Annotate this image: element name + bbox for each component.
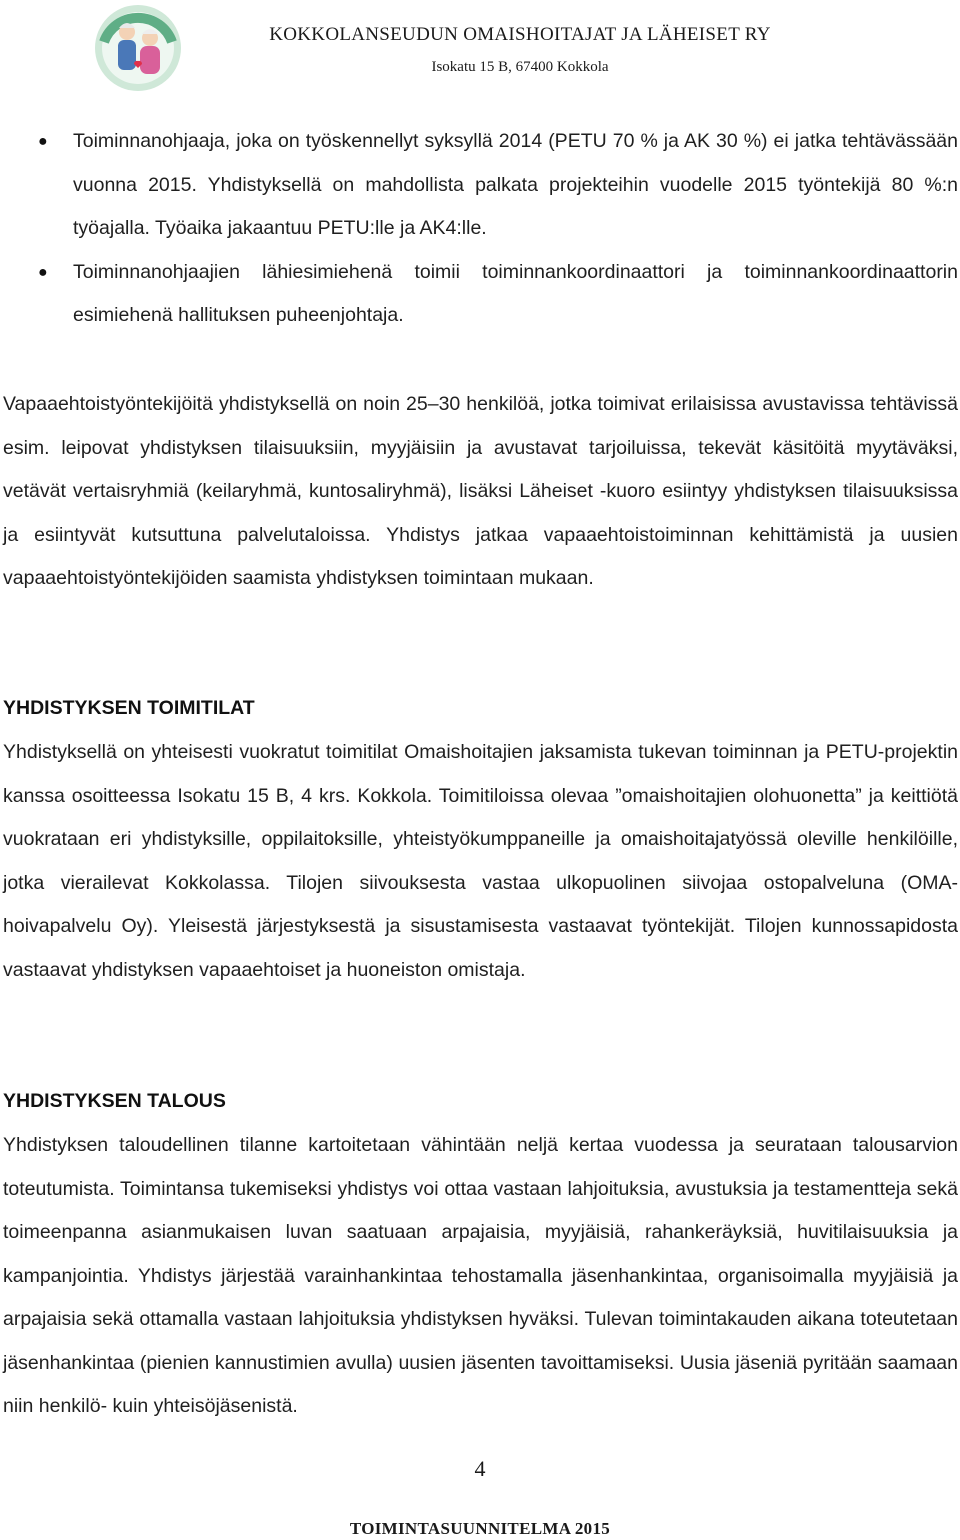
finance-heading: YHDISTYKSEN TALOUS — [3, 1090, 226, 1112]
footer-document-title: TOIMINTASUUNNITELMA 2015 — [349, 1519, 611, 1538]
list-item — [0, 251, 958, 338]
list-item — [0, 120, 958, 251]
bullet-icon: ● — [38, 263, 48, 281]
organization-name: KOKKOLANSEUDUN OMAISHOITAJAT JA LÄHEISET RY — [269, 24, 771, 45]
finance-paragraph: Yhdistyksen taloudellinen tilanne kartoitetaan vähintään neljä kertaa vuodessa ja seurataan talousarvion toteutumista. Toimintansa tukemiseksi yhdistys voi ottaa vastaan lahjoituksia, avustuksia ja testamentteja sekä toimeenpanna asianmukaisen luvan saatuaan arpajaisia, myyjäisiä, rahankeräyksiä, huvitilaisuuksia ja kampanjointia. Yhdistys järjestää varainhankintaa tehostamalla jäsenhankintaa, organisoimalla myyjäisiä ja arpajaisia sekä ottamalla vastaan lahjoituksia yhdistyksen hyväksi. Tulevan toimintakauden aikana toteutetaan jäsenhankintaa (pienien kannustimien avulla) uusien jäsenten tavoittamiseksi. Uusia jäseniä pyritään saamaan niin henkilö- kuin yhteisöjäsenistä. — [3, 1134, 958, 1417]
staff-bullet-list — [0, 120, 958, 338]
bullet-icon: ● — [38, 133, 48, 150]
association-logo — [94, 2, 182, 94]
page-header — [0, 0, 960, 100]
premises-heading: YHDISTYKSEN TOIMITILAT — [3, 697, 255, 719]
bullet-text: Toiminnanohjaaja, joka on työskennellyt syksyllä 2014 (PETU 70 % ja AK 30 %) ei jatka tehtävässään vuonna 2015. Yhdistyksellä on mahdollista palkata projekteihin vuodelle 2015 työntekijä 80 %:n työajalla. Työaika jakaantuu PETU:lle ja AK4:lle. — [73, 130, 958, 239]
premises-paragraph: Yhdistyksellä on yhteisesti vuokratut toimitilat Omaishoitajien jaksamista tukevan toiminnan ja PETU-projektin kanssa osoitteessa Isokatu 15 B, 4 krs. Kokkola. Toimitiloissa olevaa ”omaishoitajien olohuonetta” ja keittiötä vuokrataan eri yhdistyksille, oppilaitoksille, yhteistyökumppaneille ja omaishoitajatyössä oleville henkilöille, jotka vierailevat Kokkolassa. Tilojen siivouksesta vastaa ulkopuolinen siivojaa ostopalveluna (OMA-hoivapalvelu Oy). Yleisestä järjestyksestä ja sisustamisesta vastaavat työntekijät. Tilojen kunnossapidosta vastaavat yhdistyksen vapaaehtoiset ja huoneiston omistaja. — [3, 741, 958, 981]
organization-address: Isokatu 15 B, 67400 Kokkola — [431, 59, 609, 75]
association-logo-icon — [94, 2, 182, 94]
page-number: 4 — [474, 1456, 486, 1481]
bullet-text: Toiminnanohjaajien lähiesimiehenä toimii toiminnankoordinaattori ja toiminnankoordinaattorin esimiehenä hallituksen puheenjohtaja. — [73, 260, 958, 326]
volunteers-paragraph: Vapaaehtoistyöntekijöitä yhdistyksellä on noin 25–30 henkilöä, jotka toimivat erilaisissa avustavissa tehtävissä esim. leipovat yhdistyksen tilaisuuksiin, myyjäisiin ja avustavat tarjoiluissa, tekevät käsitöitä myytäväksi, vetävät vertaisryhmiä (keilaryhmä, kuntosaliryhmä), lisäksi Läheiset -kuoro esiintyy yhdistyksen tilaisuuksissa ja esiintyvät kutsuttuna palvelutaloissa. Yhdistys jatkaa vapaaehtoistoiminnan kehittämistä ja uusien vapaaehtoistyöntekijöiden saamista yhdistyksen toimintaan mukaan. — [3, 393, 958, 589]
